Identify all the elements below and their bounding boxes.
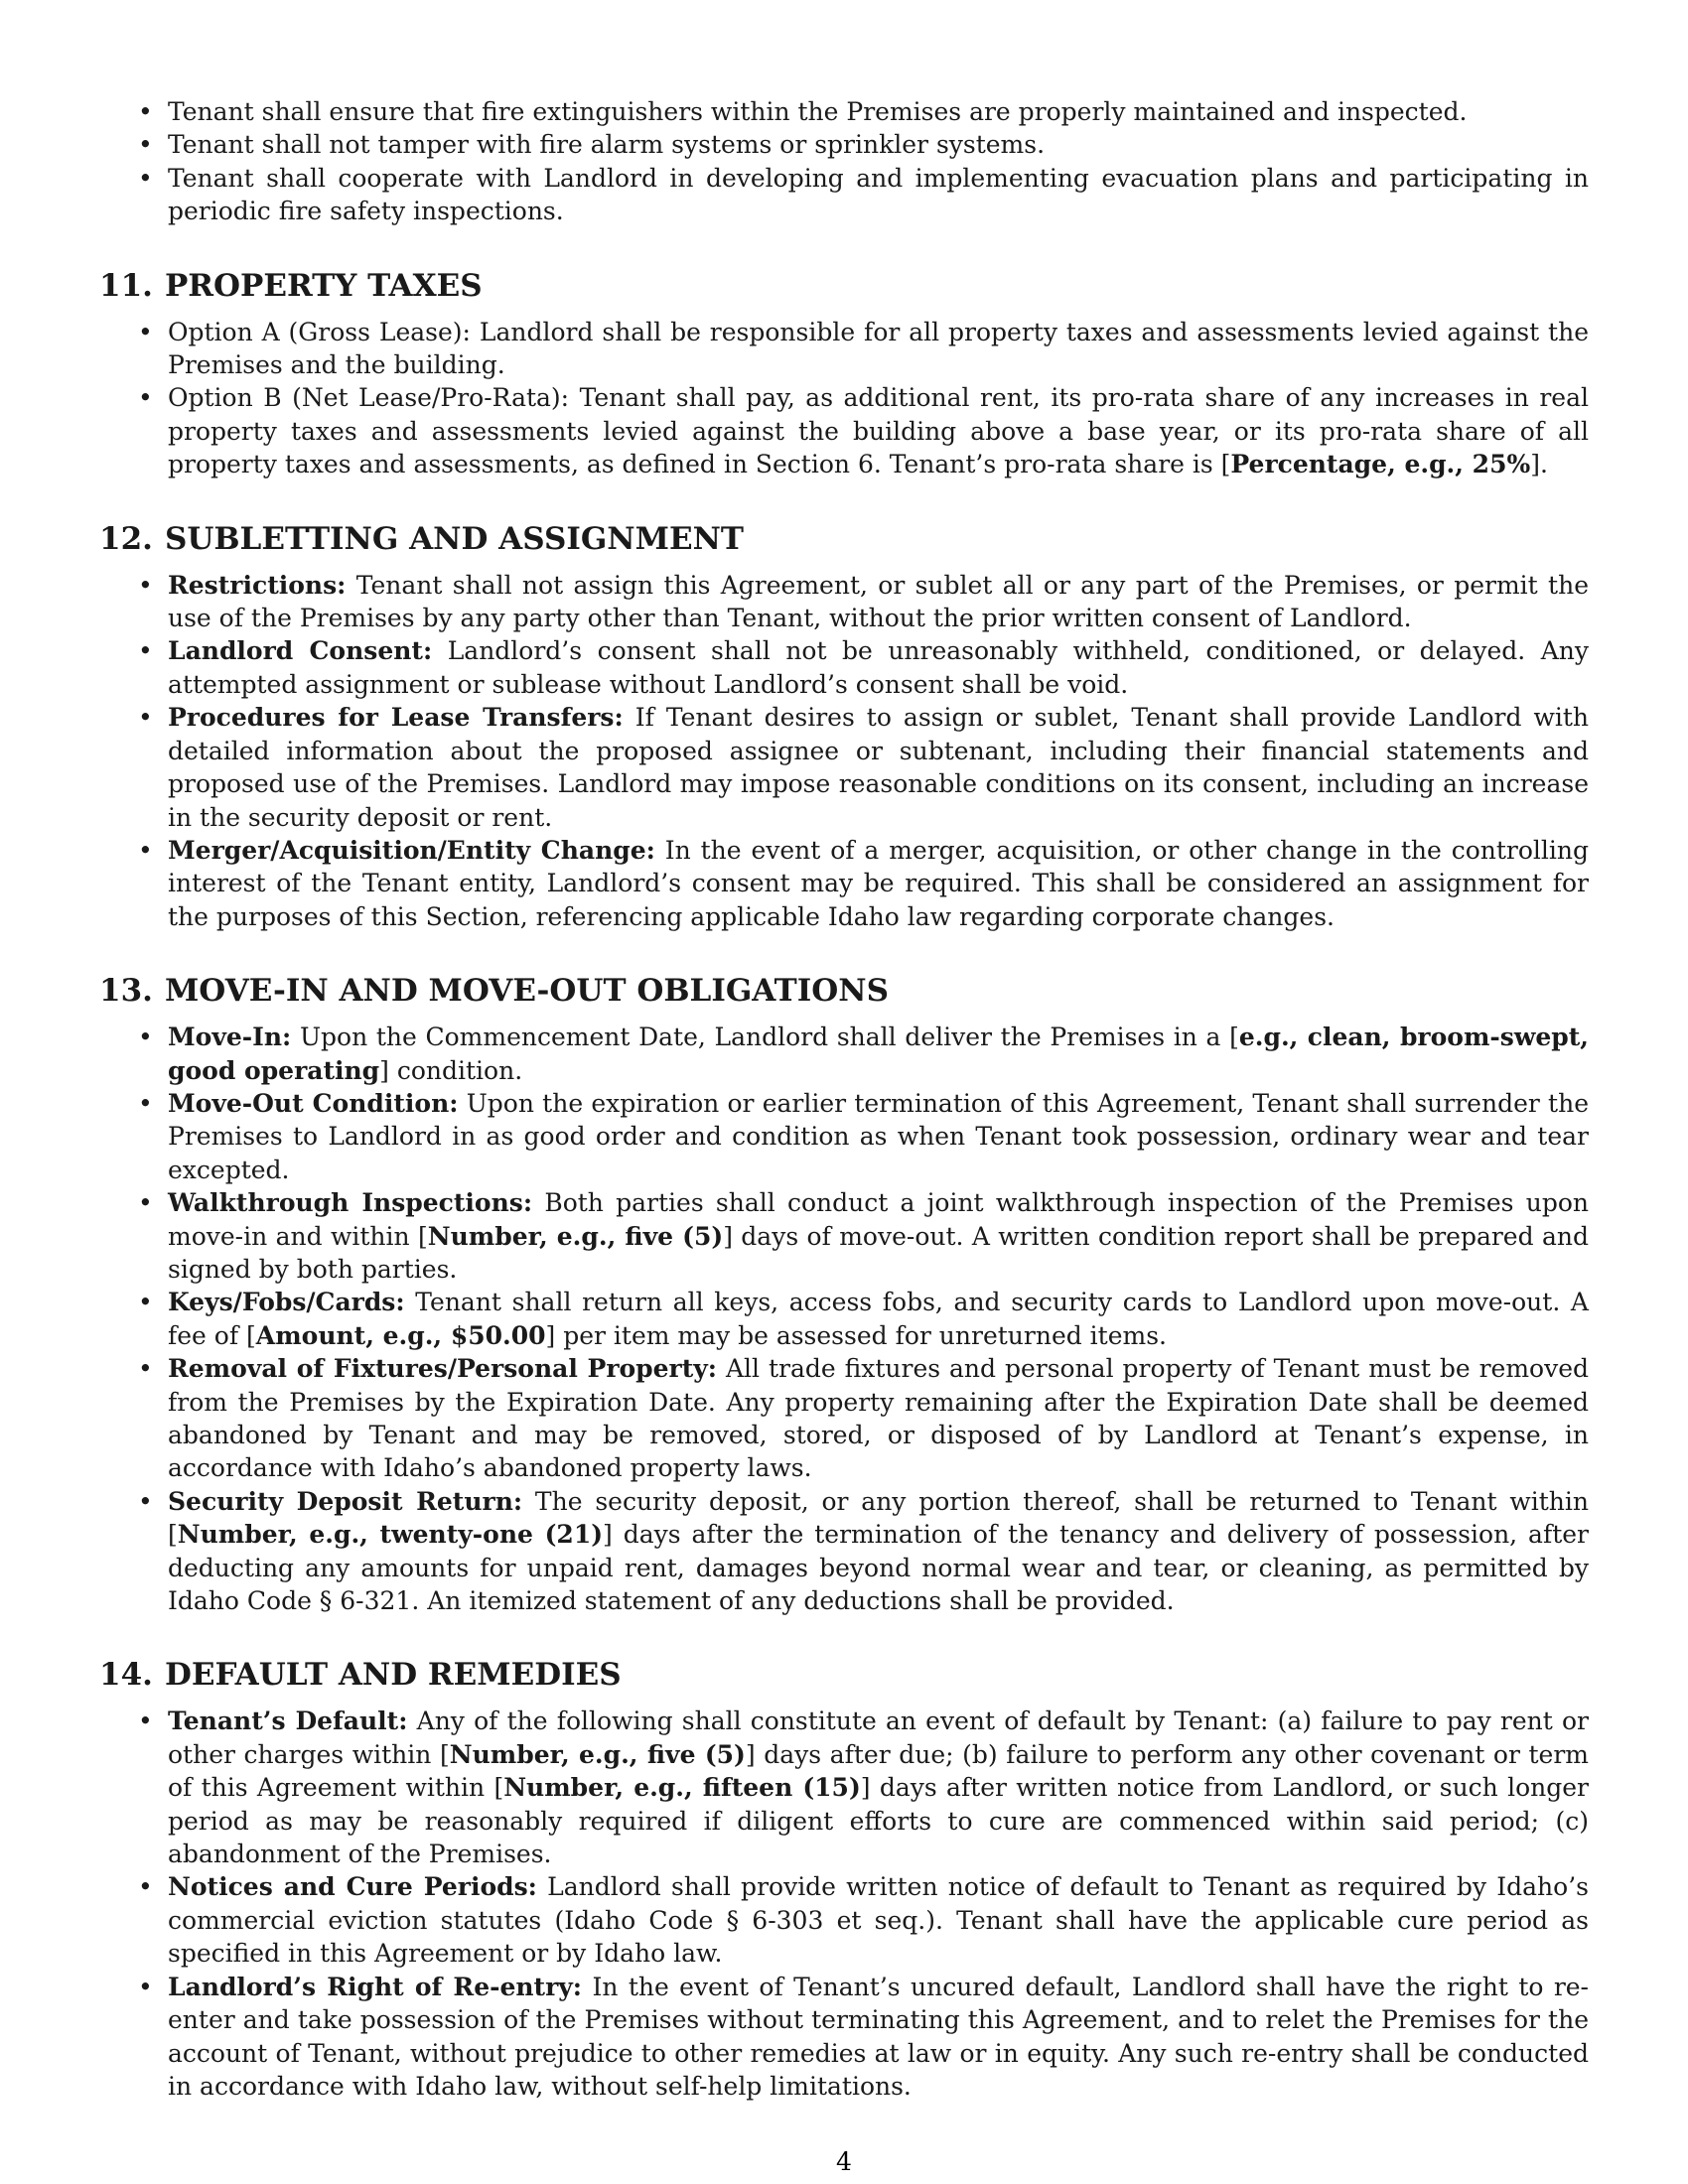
item-text: If Tenant desires to assign or sublet, Tenant shall provide Landlord with detailed information about the proposed assignee or subtenant, including their financial statements and proposed use of the Premises. Landlord may impose reasonable conditions on its consent, including an increase in the security deposit or rent.: [168, 703, 1590, 832]
placeholder-field: Number, e.g., five (5): [427, 1221, 724, 1251]
item-text: In the event of a merger, acquisition, or other change in the controlling interest of the Tenant entity, Landlord’s consent may be required. This shall be considered an assignment for the purposes of this Section, referencing applicable Idaho law regarding corporate changes.: [168, 835, 1589, 931]
item-text: Tenant shall not assign this Agreement, or sublet all or any part of the Premises, or permit the use of the Premises by any party other than Tenant, without the prior written consent of Landlord.: [168, 570, 1589, 633]
item-text: In the event of Tenant’s uncured default, Landlord shall have the right to re-enter and take possession of the Premises without terminating this Agreement, and to relet the Premises for the account of Tenant, without prejudice to other remedies at law or in equity. Any such re-entry shall be conducted in accordance with Idaho law, without self-help limitations.: [168, 1972, 1590, 2101]
item-text: Landlord’s consent shall not be unreasonably withheld, conditioned, or delayed. Any attempted assignment or sublease without Landlord’s consent shall be void.: [168, 636, 1589, 699]
property-taxes-list: [99, 316, 1589, 481]
section-title: SUBLETTING AND ASSIGNMENT: [164, 520, 744, 557]
item-text: ] days of move-out. A written condition report shall be prepared and signed by both parties.: [168, 1221, 1589, 1284]
item-label: Move-In:: [168, 1023, 292, 1052]
item-label: Tenant’s Default:: [168, 1706, 408, 1736]
list-item: [99, 569, 1589, 635]
list-item: [99, 701, 1589, 834]
item-label: Notices and Cure Periods:: [168, 1872, 537, 1902]
list-item: • Option A (Gross Lease): Landlord shall be responsible for all property taxes and assessments levied against the Premises and the building.: [99, 316, 1589, 382]
item-label: Landlord’s Right of Re-entry:: [168, 1972, 583, 2001]
list-item: [99, 1870, 1589, 1970]
section-heading-default-remedies: [99, 1657, 1589, 1693]
item-label: Restrictions:: [168, 570, 347, 600]
list-item: [99, 1286, 1589, 1352]
item-text: Upon the Commencement Date, Landlord shall deliver the Premises in a [: [291, 1023, 1239, 1052]
item-text: ] days after written notice from Landlord, or such longer period as may be reasonably required if diligent efforts to cure are commenced within said period; (c) abandonment of the Premises.: [168, 1773, 1590, 1869]
item-text: ].: [1530, 450, 1548, 479]
list-item: [99, 381, 1589, 480]
list-item: [99, 1971, 1589, 2104]
item-text: ] per item may be assessed for unreturned items.: [545, 1320, 1168, 1350]
item-text: Both parties shall conduct a joint walkthrough inspection of the Premises upon move-in and within [: [168, 1188, 1590, 1251]
item-text: ] condition.: [379, 1055, 523, 1085]
list-item: [99, 634, 1589, 701]
item-text: ] days after due; (b) failure to perform any other covenant or term of this Agreement within [: [168, 1739, 1589, 1803]
list-item: [99, 1021, 1589, 1087]
item-label: Move-Out Condition:: [168, 1088, 459, 1118]
item-label: Keys/Fobs/Cards:: [168, 1288, 405, 1317]
list-item: [99, 1087, 1589, 1186]
section-heading-move-in-move-out: [99, 973, 1589, 1009]
default-remedies-list: [99, 1705, 1589, 2103]
placeholder-field: Percentage, e.g., 25%: [1230, 450, 1531, 479]
item-label: Security Deposit Return:: [168, 1486, 523, 1516]
list-item: • Tenant shall ensure that fire extinguishers within the Premises are properly maintained and inspected.: [99, 95, 1589, 128]
section-heading-subletting: [99, 521, 1589, 557]
item-label: Landlord Consent:: [168, 636, 433, 666]
item-label: Removal of Fixtures/Personal Property:: [168, 1354, 718, 1384]
list-item: [99, 834, 1589, 933]
item-label: Walkthrough Inspections:: [168, 1188, 533, 1218]
section-title: PROPERTY TAXES: [164, 267, 483, 304]
fire-safety-list: [99, 95, 1589, 228]
item-text: Any of the following shall constitute an event of default by Tenant: (a) failure to pay rent or other charges within [: [168, 1706, 1589, 1769]
placeholder-field: Number, e.g., five (5): [449, 1739, 746, 1769]
item-text: The security deposit, or any portion thereof, shall be returned to Tenant within [: [168, 1486, 1590, 1550]
placeholder-field: Number, e.g., fifteen (15): [503, 1773, 861, 1803]
item-text: Upon the expiration or earlier termination of this Agreement, Tenant shall surrender the Premises to Landlord in as good order and condition as when Tenant took possession, ordinary wear and tear excepted.: [168, 1088, 1589, 1184]
document-page: [99, 95, 1589, 2103]
item-label: Procedures for Lease Transfers:: [168, 703, 624, 733]
section-number: 11.: [99, 267, 153, 304]
placeholder-field: e.g., clean, broom-swept, good operating: [168, 1023, 1590, 1085]
section-title: MOVE-IN AND MOVE-OUT OBLIGATIONS: [164, 973, 889, 1010]
list-item: • Tenant shall not tamper with fire alarm systems or sprinkler systems.: [99, 128, 1589, 161]
item-text: Landlord shall provide written notice of default to Tenant as required by Idaho’s commercial eviction statutes (Idaho Code § 6-303 et seq.). Tenant shall have the applicable cure period as specified in this Agreement or by Idaho law.: [168, 1872, 1589, 1969]
list-item: [99, 1352, 1589, 1485]
section-heading-property-taxes: [99, 268, 1589, 304]
section-title: DEFAULT AND REMEDIES: [164, 1657, 622, 1694]
section-number: 12.: [99, 520, 153, 557]
item-label: Merger/Acquisition/Entity Change:: [168, 835, 655, 865]
move-in-move-out-list: [99, 1021, 1589, 1617]
list-item: • Tenant shall cooperate with Landlord in developing and implementing evacuation plans and participating in periodic fire safety inspections.: [99, 162, 1589, 228]
section-number: 13.: [99, 973, 153, 1010]
list-item: [99, 1485, 1589, 1618]
item-text: ] days after the termination of the tenancy and delivery of possession, after deducting any amounts for unpaid rent, damages beyond normal wear and tear, or cleaning, as permitted by Idaho Code § 6-321. An itemized statement of any deductions shall be provided.: [168, 1520, 1589, 1616]
placeholder-field: Amount, e.g., $50.00: [255, 1320, 546, 1350]
list-item: [99, 1705, 1589, 1870]
placeholder-field: Number, e.g., twenty-one (21): [177, 1520, 604, 1550]
item-text: Option B (Net Lease/Pro-Rata): Tenant shall pay, as additional rent, its pro-rata share of any increases in real property taxes and assessments levied against the building above a base year, or its pro-rata share of all property taxes and assessments, as defined in Section 6. Tenant’s pro-rata share is [: [168, 383, 1589, 479]
section-number: 14.: [99, 1657, 153, 1694]
subletting-list: [99, 569, 1589, 933]
page-number: 4: [836, 2147, 852, 2176]
item-text: Tenant shall return all keys, access fobs, and security cards to Landlord upon move-out. A fee of [: [168, 1288, 1589, 1350]
list-item: [99, 1186, 1589, 1286]
item-text: All trade fixtures and personal property of Tenant must be removed from the Premises by the Expiration Date. Any property remaining after the Expiration Date shall be deemed abandoned by Tenant and may be removed, stored, or disposed of by Landlord at Tenant’s expense, in accordance with Idaho’s abandoned property laws.: [168, 1354, 1589, 1483]
